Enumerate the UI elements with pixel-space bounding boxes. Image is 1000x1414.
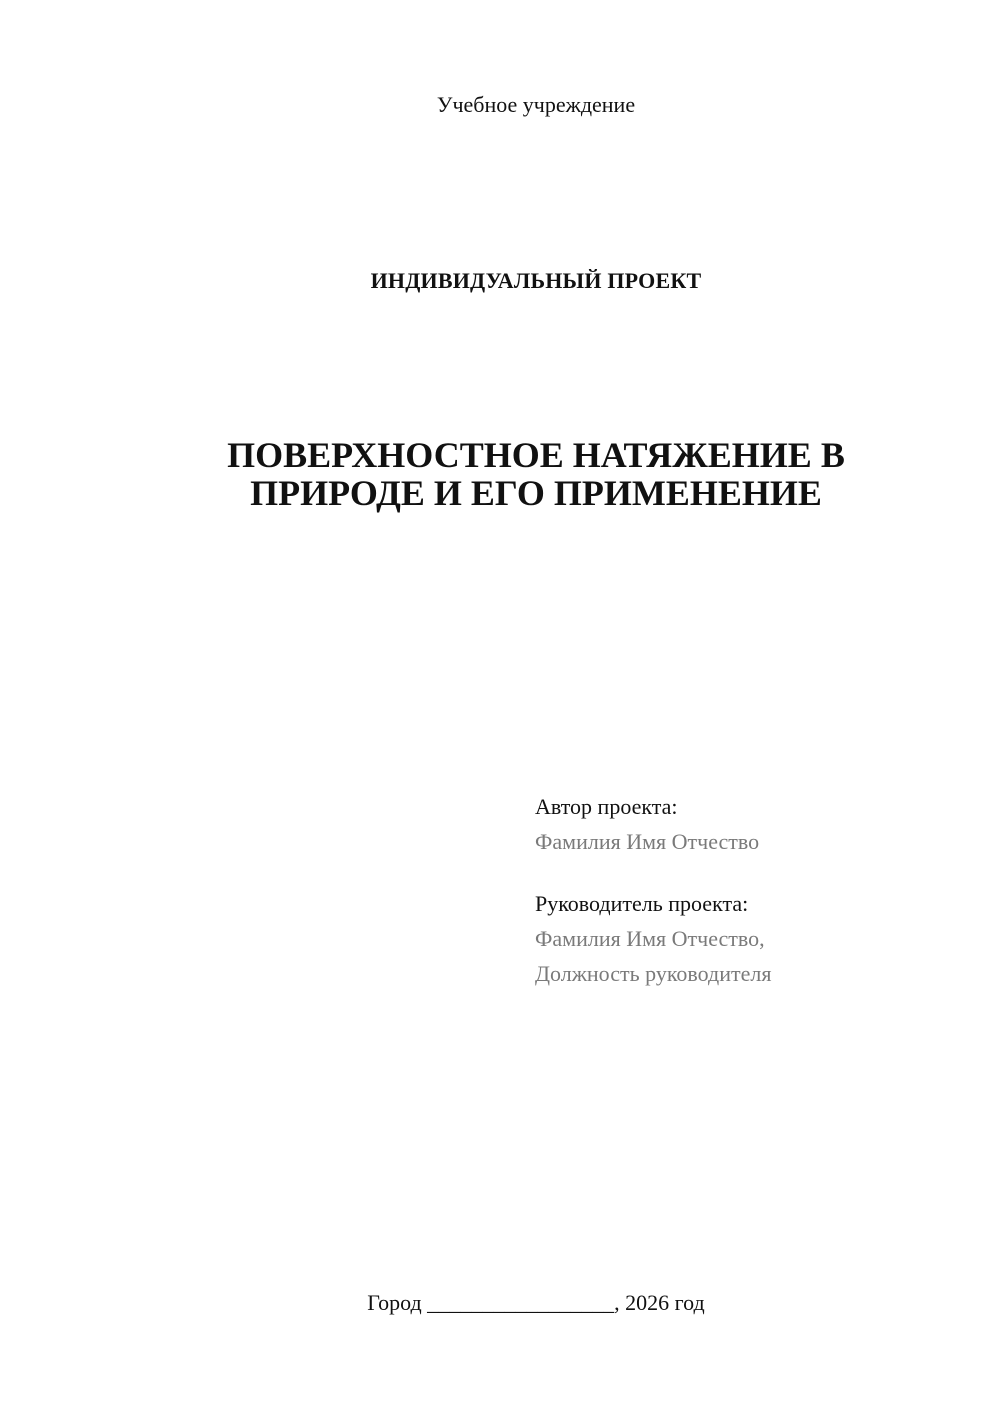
author-name: Фамилия Имя Отчество: [535, 829, 760, 854]
document-type: ИНДИВИДУАЛЬНЫЙ ПРОЕКТ: [370, 268, 702, 293]
project-title-line-2: ПРИРОДЕ И ЕГО ПРИМЕНЕНИЕ: [250, 473, 822, 513]
city-year-line: Город _________________, 2026 год: [367, 1290, 705, 1315]
credits-block: [535, 789, 935, 991]
project-title: [190, 436, 882, 512]
credits-spacer: [535, 859, 935, 886]
project-title-line-1: ПОВЕРХНОСТНОЕ НАТЯЖЕНИЕ В: [227, 435, 845, 475]
author-label: Автор проекта:: [535, 794, 678, 819]
institution-name: Учебное учреждение: [436, 92, 636, 117]
supervisor-position: Должность руководителя: [535, 961, 772, 986]
supervisor-name: Фамилия Имя Отчество,: [535, 926, 765, 951]
supervisor-label: Руководитель проекта:: [535, 891, 749, 916]
